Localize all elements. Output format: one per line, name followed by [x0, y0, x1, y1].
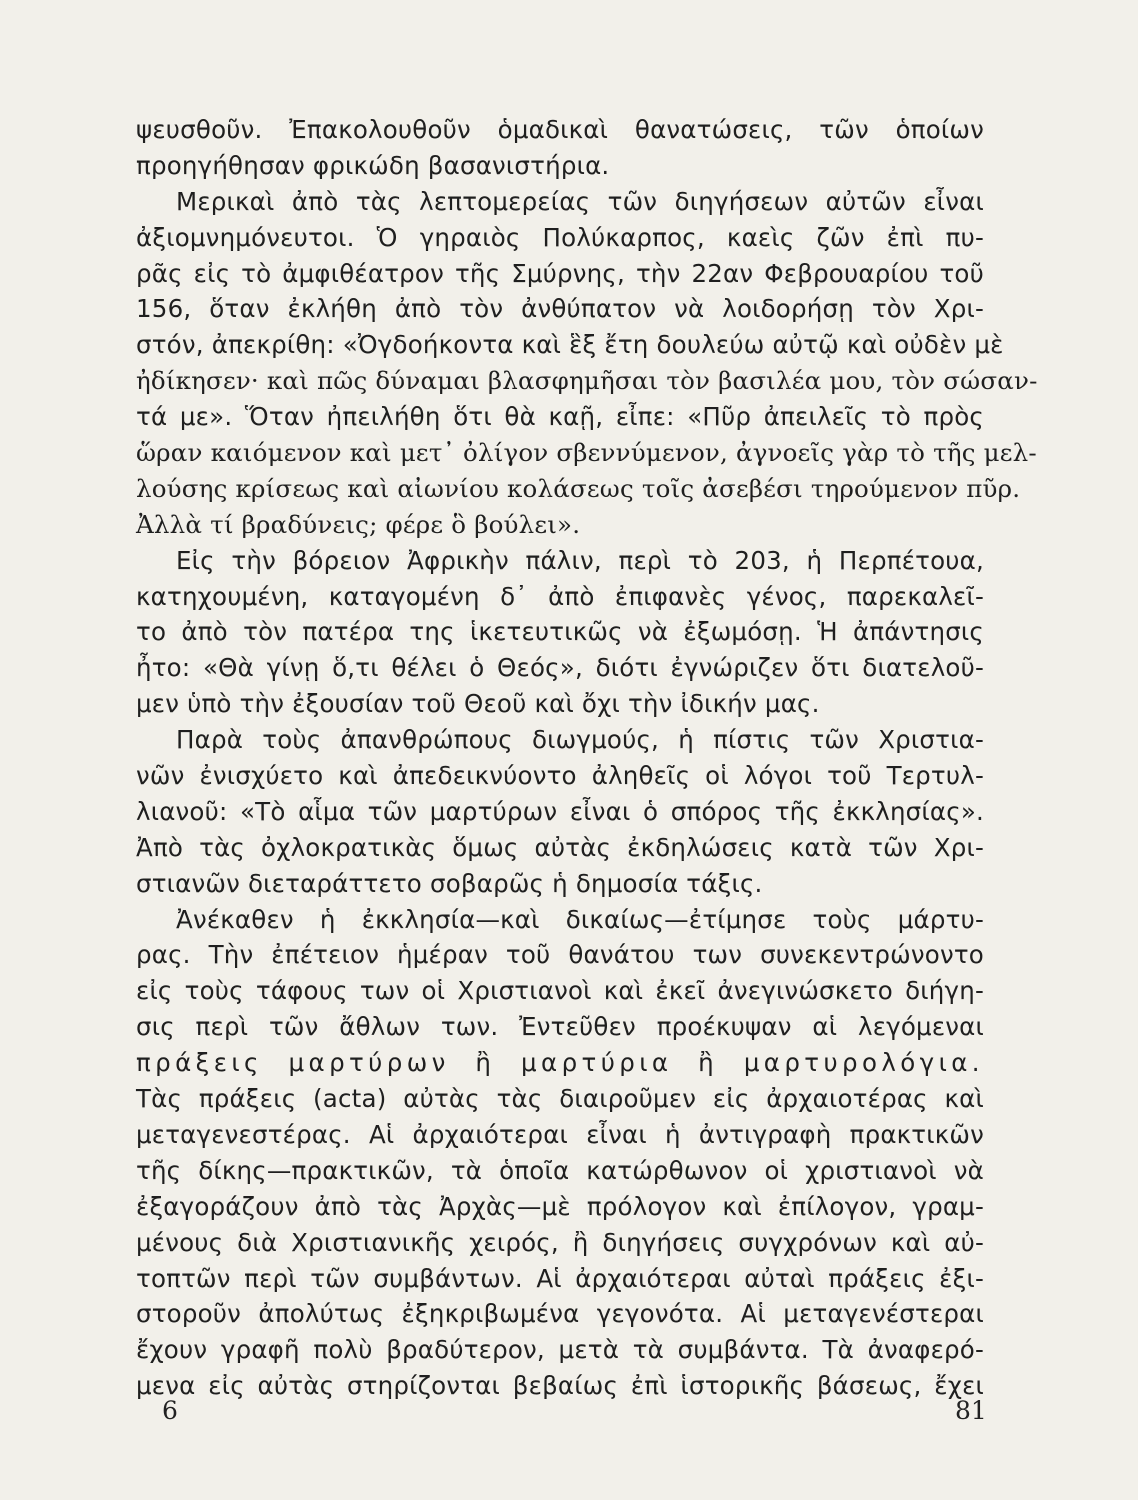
text-line: εἰς τοὺς τάφους των οἱ Χριστιανοὶ καὶ ἐκεῖ ἀνεγινώσκετο διήγη-	[136, 976, 984, 1006]
text-line: στόν, ἀπεκρίθη: «Ὀγδοήκοντα καὶ ἓξ ἔτη δουλεύω αὐτῷ καὶ οὐδὲν μὲ	[136, 330, 1004, 360]
quoted-line: ἠδίκησεν· καὶ πῶς δύναμαι βλασφημῆσαι τὸν βασιλέα μου, τὸν σώσαν-	[136, 366, 1038, 396]
text-line: τά με». Ὅταν ἠπειλήθη ὅτι θὰ καῇ, εἶπε: «Πῦρ ἀπειλεῖς τὸ πρὸς	[136, 402, 984, 432]
text-line: μεταγενεστέρας. Αἱ ἀρχαιότεραι εἶναι ἡ ἀντιγραφὴ πρακτικῶν	[136, 1119, 984, 1149]
text-line: ἦτο: «Θὰ γίνῃ ὅ,τι θέλει ὁ Θεός», διότι ἐγνώριζεν ὅτι διατελοῦ-	[136, 653, 984, 683]
page-number: 81	[955, 1396, 987, 1425]
text-line: τῆς δίκης—πρακτικῶν, τὰ ὁποῖα κατώρθωνον οἱ χριστιανοὶ νὰ	[136, 1155, 984, 1185]
quoted-line: λούσης κρίσεως καὶ αἰωνίου κολάσεως τοῖς ἀσεβέσι τηρούμενον πῦρ.	[136, 473, 1021, 503]
spaced-emphasis-line: πράξεις μαρτύρων ἢ μαρτύρια ἢ μαρτυρολόγια.	[136, 1048, 984, 1078]
text-line: στοροῦν ἀπολύτως ἐξηκριβωμένα γεγονότα. Αἱ μεταγενέστεραι	[136, 1299, 984, 1329]
text-line: Ἀπὸ τὰς ὀχλοκρατικὰς ὅμως αὐτὰς ἐκδηλώσεις κατὰ τῶν Χρι-	[136, 832, 984, 862]
paragraph-first-line: Παρὰ τοὺς ἀπανθρώπους διωγμούς, ἡ πίστις τῶν Χριστια-	[176, 725, 984, 755]
text-line: ψευσθοῦν. Ἐπακολουθοῦν ὁμαδικαὶ θανατώσεις, τῶν ὁποίων	[136, 115, 984, 144]
quoted-line: ὥραν καιόμενον καὶ μετ᾽ ὀλίγον σβεννύμενον, ἀγνοεῖς γὰρ τὸ τῆς μελ-	[136, 438, 1037, 468]
text-line: ρας. Τὴν ἐπέτειον ἡμέραν τοῦ θανάτου των συνεκεντρώνοντο	[136, 940, 984, 970]
text-line: λιανοῦ: «Τὸ αἷμα τῶν μαρτύρων εἶναι ὁ σπόρος τῆς ἐκκλησίας».	[136, 796, 984, 826]
paragraph-first-line: Εἰς τὴν βόρειον Ἀφρικὴν πάλιν, περὶ τὸ 203, ἡ Περπέτουα,	[176, 545, 984, 575]
quoted-line: Ἀλλὰ τί βραδύνεις; φέρε ὃ βούλει».	[136, 509, 581, 539]
text-line: 156, ὅταν ἐκλήθη ἀπὸ τὸν ἀνθύπατον νὰ λοιδορήσῃ τὸν Χρι-	[136, 294, 984, 324]
text-line: το ἀπὸ τὸν πατέρα της ἱκετευτικῶς νὰ ἐξωμόσῃ. Ἡ ἀπάντησις	[136, 617, 984, 647]
text-line: μενα εἰς αὐτὰς στηρίζονται βεβαίως ἐπὶ ἱστορικῆς βάσεως, ἔχει	[136, 1371, 984, 1401]
text-line: ἀξιομνημόνευτοι. Ὁ γηραιὸς Πολύκαρπος, καεὶς ζῶν ἐπὶ πυ-	[136, 222, 984, 252]
text-line: ἔχουν γραφῆ πολὺ βραδύτερον, μετὰ τὰ συμβάντα. Τὰ ἀναφερό-	[136, 1335, 984, 1365]
text-line: τοπτῶν περὶ τῶν συμβάντων. Αἱ ἀρχαιότεραι αὐταὶ πράξεις ἐξι-	[136, 1263, 984, 1293]
text-line: κατηχουμένη, καταγομένη δ᾽ ἀπὸ ἐπιφανὲς γένος, παρεκαλεῖ-	[136, 581, 984, 611]
text-line: στιανῶν διεταράττετο σοβαρῶς ἡ δημοσία τάξις.	[136, 868, 763, 898]
paragraph-first-line: Μερικαὶ ἀπὸ τὰς λεπτομερείας τῶν διηγήσεων αὐτῶν εἶναι	[176, 186, 984, 216]
paragraph-first-line: Ἀνέκαθεν ἡ ἐκκλησία—καὶ δικαίως—ἐτίμησε τοὺς μάρτυ-	[176, 904, 984, 934]
text-line: σις περὶ τῶν ἄθλων των. Ἐντεῦθεν προέκυψαν αἱ λεγόμεναι	[136, 1012, 984, 1042]
text-line: Τὰς πράξεις (acta) αὐτὰς τὰς διαιροῦμεν εἰς ἀρχαιοτέρας καὶ	[136, 1084, 984, 1114]
text-line: νῶν ἐνισχύετο καὶ ἀπεδεικνύοντο ἀληθεῖς οἱ λόγοι τοῦ Τερτυλ-	[136, 761, 984, 791]
text-line: ρᾶς εἰς τὸ ἀμφιθέατρον τῆς Σμύρνης, τὴν 22αν Φεβρουαρίου τοῦ	[136, 258, 984, 288]
text-line: μεν ὑπὸ τὴν ἐξουσίαν τοῦ Θεοῦ καὶ ὄχι τὴν ἰδικήν μας.	[136, 689, 820, 719]
signature-mark: 6	[162, 1396, 178, 1425]
text-line: προηγήθησαν φρικώδη βασανιστήρια.	[136, 150, 610, 180]
text-line: μένους διὰ Χριστιανικῆς χειρός, ἢ διηγήσεις συγχρόνων καὶ αὐ-	[136, 1227, 984, 1257]
body-text	[136, 112, 1038, 1404]
text-line: ἐξαγοράζουν ἀπὸ τὰς Ἀρχὰς—μὲ πρόλογον καὶ ἐπίλογον, γραμ-	[136, 1191, 984, 1221]
